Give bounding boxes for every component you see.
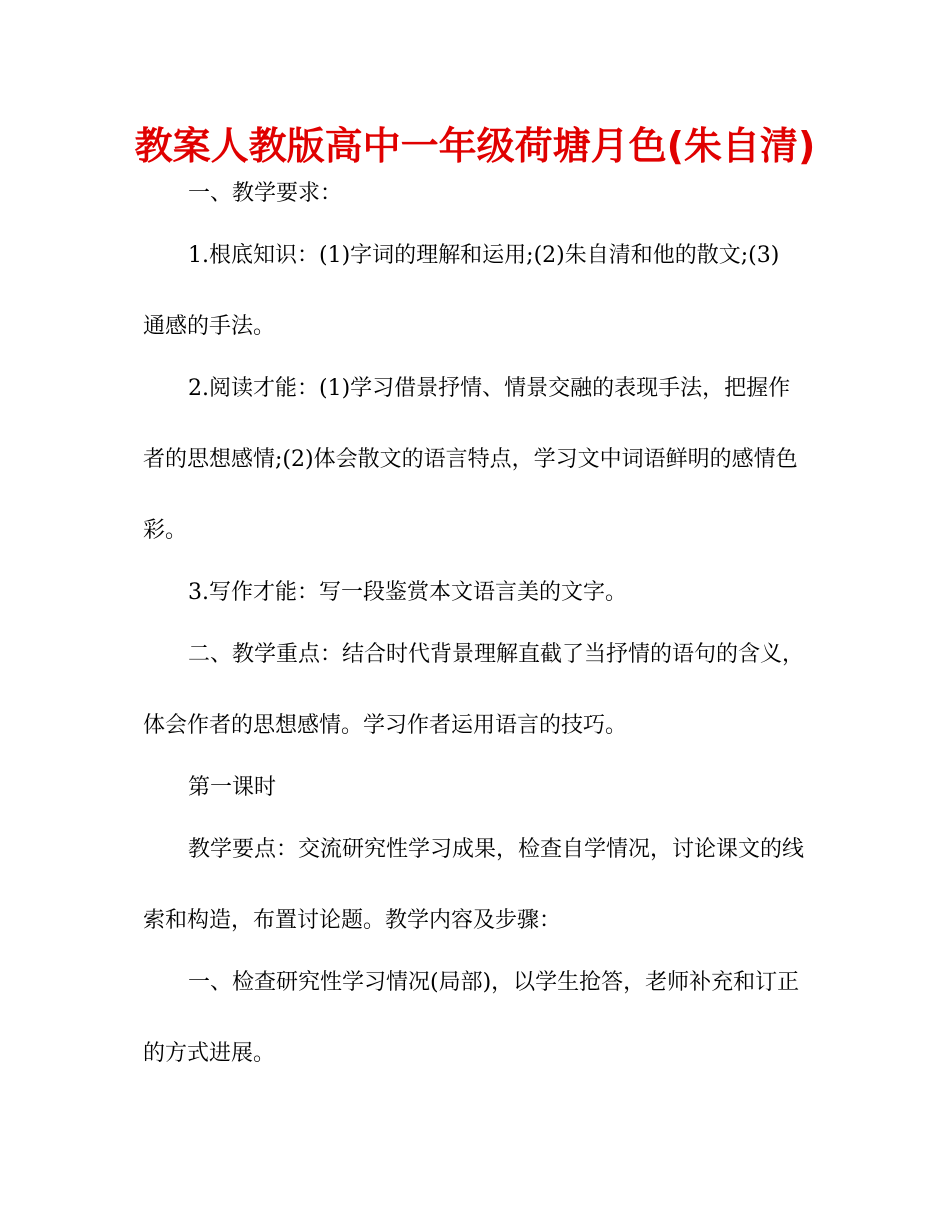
lesson-heading: 第一课时	[188, 775, 277, 800]
document-title: 教案人教版高中一年级荷塘月色(朱自清)	[134, 124, 816, 168]
paragraph-line: 3.写作才能：写一段鉴赏本文语言美的文字。	[188, 580, 627, 605]
paragraph-line: 彩。	[143, 518, 188, 543]
paragraph-line: 一、检查研究性学习情况(局部)，以学生抢答，老师补充和订正	[188, 970, 800, 995]
paragraph-line: 通感的手法。	[143, 314, 276, 339]
paragraph-line: 体会作者的思想感情。学习作者运用语言的技巧。	[143, 713, 628, 738]
paragraph-line: 索和构造，布置讨论题。教学内容及步骤：	[143, 908, 562, 933]
section-heading-focus: 二、教学重点：结合时代背景理解直截了当抒情的语句的含义，	[188, 642, 805, 667]
paragraph-line: 的方式进展。	[143, 1041, 276, 1066]
paragraph-line: 1.根底知识：(1)字词的理解和运用;(2)朱自清和他的散文;(3)	[188, 243, 780, 268]
paragraph-line: 者的思想感情;(2)体会散文的语言特点，学习文中词语鲜明的感情色	[143, 447, 798, 472]
paragraph-line: 教学要点：交流研究性学习成果，检查自学情况，讨论课文的线	[188, 837, 805, 862]
section-heading-requirements: 一、教学要求：	[188, 181, 343, 206]
paragraph-line: 2.阅读才能：(1)学习借景抒情、情景交融的表现手法，把握作	[188, 376, 791, 401]
